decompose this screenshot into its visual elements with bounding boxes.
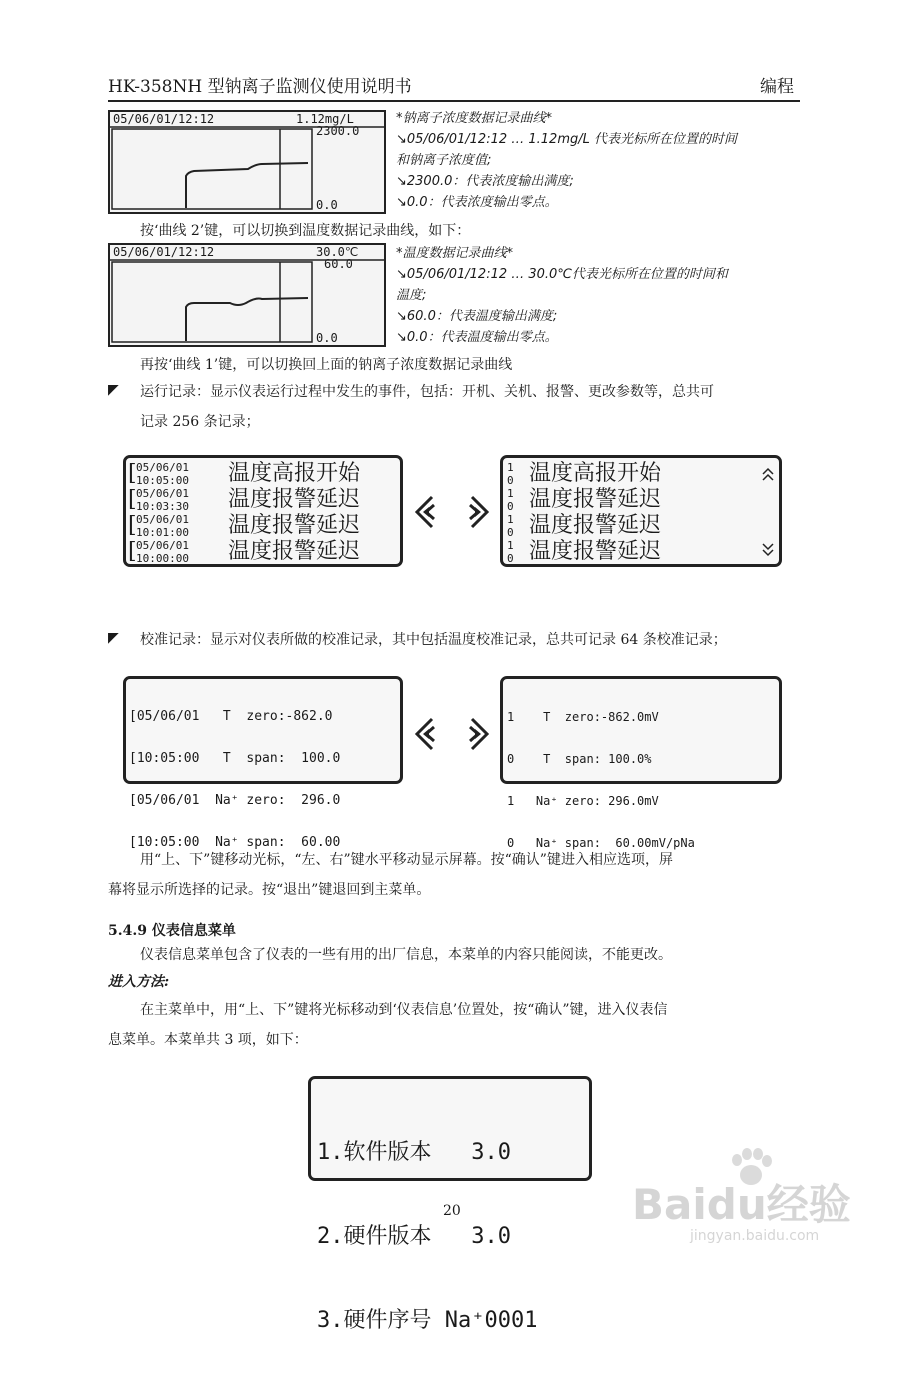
row-flag: 1	[507, 539, 514, 552]
list-item: [10:05:00 Na⁺ span: 60.00	[129, 835, 341, 850]
note-line: ↘2300.0：代表浓度输出满度;	[396, 174, 574, 189]
nav-text: 用“上、下”键移动光标，“左、右”键水平移动显示屏幕。按“确认”键进入相应选项，屏	[140, 852, 673, 868]
watermark-url: jingyan.baidu.com	[690, 1228, 820, 1244]
list-item	[128, 513, 404, 539]
row-time: 10:03:30	[136, 500, 189, 513]
bullet-icon: ◤	[108, 382, 119, 398]
left-arrow-icon	[412, 494, 442, 530]
note-line: ↘0.0：代表温度输出零点。	[396, 330, 558, 345]
note-line: 和钠离子浓度值;	[396, 153, 492, 168]
lcd-zero: 0.0	[316, 198, 338, 212]
run-record-left-rows	[128, 461, 404, 565]
list-item	[128, 539, 404, 565]
sodium-curve-plot	[110, 112, 384, 212]
info-menu-list	[317, 1083, 537, 1391]
row-event: 温度报警延迟	[228, 487, 361, 512]
run-record-right-rows	[507, 461, 777, 565]
info-description: 仪表信息菜单包含了仪表的一些有用的出厂信息，本菜单的内容只能阅读，不能更改。	[140, 947, 672, 963]
row-date: 05/06/01	[136, 487, 189, 500]
note-line: ↘0.0：代表浓度输出零点。	[396, 195, 558, 210]
lcd-zero: 0.0	[316, 331, 338, 345]
row-flag: 0	[507, 474, 514, 487]
bracket-icon: [	[128, 539, 137, 564]
enter-method-text: 在主菜单中，用“上、下”键将光标移动到‘仪表信息’位置处，按“确认”键，进入仪表信	[140, 1002, 668, 1018]
run-record-text-2: 记录 256 条记录；	[140, 414, 260, 430]
bracket-icon: [	[128, 513, 137, 538]
list-item	[507, 539, 777, 565]
row-date: 05/06/01	[136, 513, 189, 526]
lcd-value: 30.0℃	[316, 245, 359, 259]
lcd-timestamp: 05/06/01/12:12	[113, 245, 215, 259]
row-event: 温度高报开始	[529, 461, 662, 486]
note-line: 温度;	[396, 288, 427, 303]
row-flag: 1	[507, 461, 514, 474]
run-record-lcd-right	[500, 455, 782, 567]
row-flag: 0	[507, 552, 514, 565]
menu-item-software-version: 1.软件版本 3.0	[317, 1140, 511, 1165]
header-rule	[108, 100, 800, 102]
watermark	[632, 1148, 872, 1248]
note-line: ↘60.0：代表温度输出满度;	[396, 309, 558, 324]
list-item: 1 T zero:-862.0mV	[507, 710, 659, 724]
calib-record-text: 校准记录：显示对仪表所做的校准记录，其中包括温度校准记录，总共可记录 64 条校准记录；	[140, 632, 727, 648]
run-record-text: 运行记录：显示仪表运行过程中发生的事件，包括：开机、关机、报警、更改参数等，总共可	[140, 384, 714, 400]
row-event: 温度报警延迟	[529, 513, 662, 538]
sodium-curve-lcd	[108, 110, 386, 214]
row-event: 温度报警延迟	[228, 539, 361, 564]
list-item	[128, 461, 404, 487]
calib-left-rows	[129, 682, 340, 878]
row-date: 05/06/01	[136, 461, 189, 474]
menu-item-hardware-version: 2.硬件版本 3.0	[317, 1224, 511, 1249]
row-flag: 0	[507, 500, 514, 513]
left-arrow-icon	[412, 716, 442, 752]
row-time: 10:01:00	[136, 526, 189, 539]
document-title: HK-358NH 型钠离子监测仪使用说明书	[108, 77, 412, 97]
list-item: 0 T span: 100.0%	[507, 752, 652, 766]
lcd-value: 1.12mg/L	[296, 112, 354, 126]
list-item	[507, 461, 777, 487]
row-flag: 1	[507, 487, 514, 500]
switch-back-text: 再按‘曲线 1’键，可以切换回上面的钠离子浓度数据记录曲线	[140, 357, 513, 373]
section-label: 编程	[760, 77, 794, 97]
note-line: ↘05/06/01/12:12 … 1.12mg/L 代表光标所在位置的时间	[396, 132, 738, 147]
list-item: 1 Na⁺ zero: 296.0mV	[507, 794, 659, 808]
row-event: 温度报警延迟	[529, 487, 662, 512]
note-line: *钠离子浓度数据记录曲线*	[396, 111, 553, 126]
enter-method-label: 进入方法:	[108, 974, 170, 990]
temperature-curve-notes	[396, 243, 806, 348]
calib-record-lcd-right	[500, 676, 782, 850]
nav-text-2: 幕将显示所选择的记录。按“退出”键退回到主菜单。	[108, 882, 431, 898]
enter-method-text-2: 息菜单。本菜单共 3 项，如下：	[108, 1032, 308, 1048]
right-arrow-icon	[462, 716, 492, 752]
row-event: 温度报警延迟	[228, 513, 361, 538]
row-event: 温度报警延迟	[529, 539, 662, 564]
list-item	[128, 487, 404, 513]
temperature-curve-plot	[110, 245, 384, 345]
list-item	[507, 487, 777, 513]
note-line: *温度数据记录曲线*	[396, 246, 514, 261]
sodium-curve-notes	[396, 108, 806, 213]
row-flag: 0	[507, 526, 514, 539]
right-arrow-icon	[462, 494, 492, 530]
scroll-up-icon	[761, 466, 775, 482]
scroll-down-icon	[761, 542, 775, 558]
note-line: ↘05/06/01/12:12 … 30.0℃代表光标所在位置的时间和	[396, 267, 728, 282]
row-flag: 1	[507, 513, 514, 526]
run-record-lcd-left	[123, 455, 403, 567]
list-item	[507, 513, 777, 539]
list-item: [05/06/01 T zero:-862.0	[129, 709, 333, 724]
bullet-icon: ◤	[108, 630, 119, 646]
bracket-icon: [	[128, 461, 137, 486]
row-date: 05/06/01	[136, 539, 189, 552]
temperature-curve-lcd	[108, 243, 386, 347]
bracket-icon: [	[128, 487, 137, 512]
list-item: [10:05:00 T span: 100.0	[129, 751, 341, 766]
page-number: 20	[443, 1203, 461, 1219]
row-event: 温度高报开始	[228, 461, 361, 486]
section-heading: 5.4.9 仪表信息菜单	[108, 923, 236, 939]
list-item: [05/06/01 Na⁺ zero: 296.0	[129, 793, 341, 808]
row-time: 10:00:00	[136, 552, 189, 565]
switch-to-temp-text: 按‘曲线 2’键，可以切换到温度数据记录曲线，如下：	[140, 223, 471, 239]
calib-record-lcd-left	[123, 676, 403, 850]
list-item: 0 Na⁺ span: 60.00mV/pNa	[507, 836, 695, 850]
watermark-brand: Baidu经验	[632, 1180, 851, 1229]
row-time: 10:05:00	[136, 474, 189, 487]
lcd-timestamp: 05/06/01/12:12	[113, 112, 215, 126]
menu-item-hardware-serial: 3.硬件序号 Na⁺0001	[317, 1308, 538, 1333]
lcd-full-scale: 2300.0	[316, 124, 360, 138]
lcd-full-scale: 60.0	[324, 257, 353, 271]
calib-right-rows	[507, 682, 695, 878]
